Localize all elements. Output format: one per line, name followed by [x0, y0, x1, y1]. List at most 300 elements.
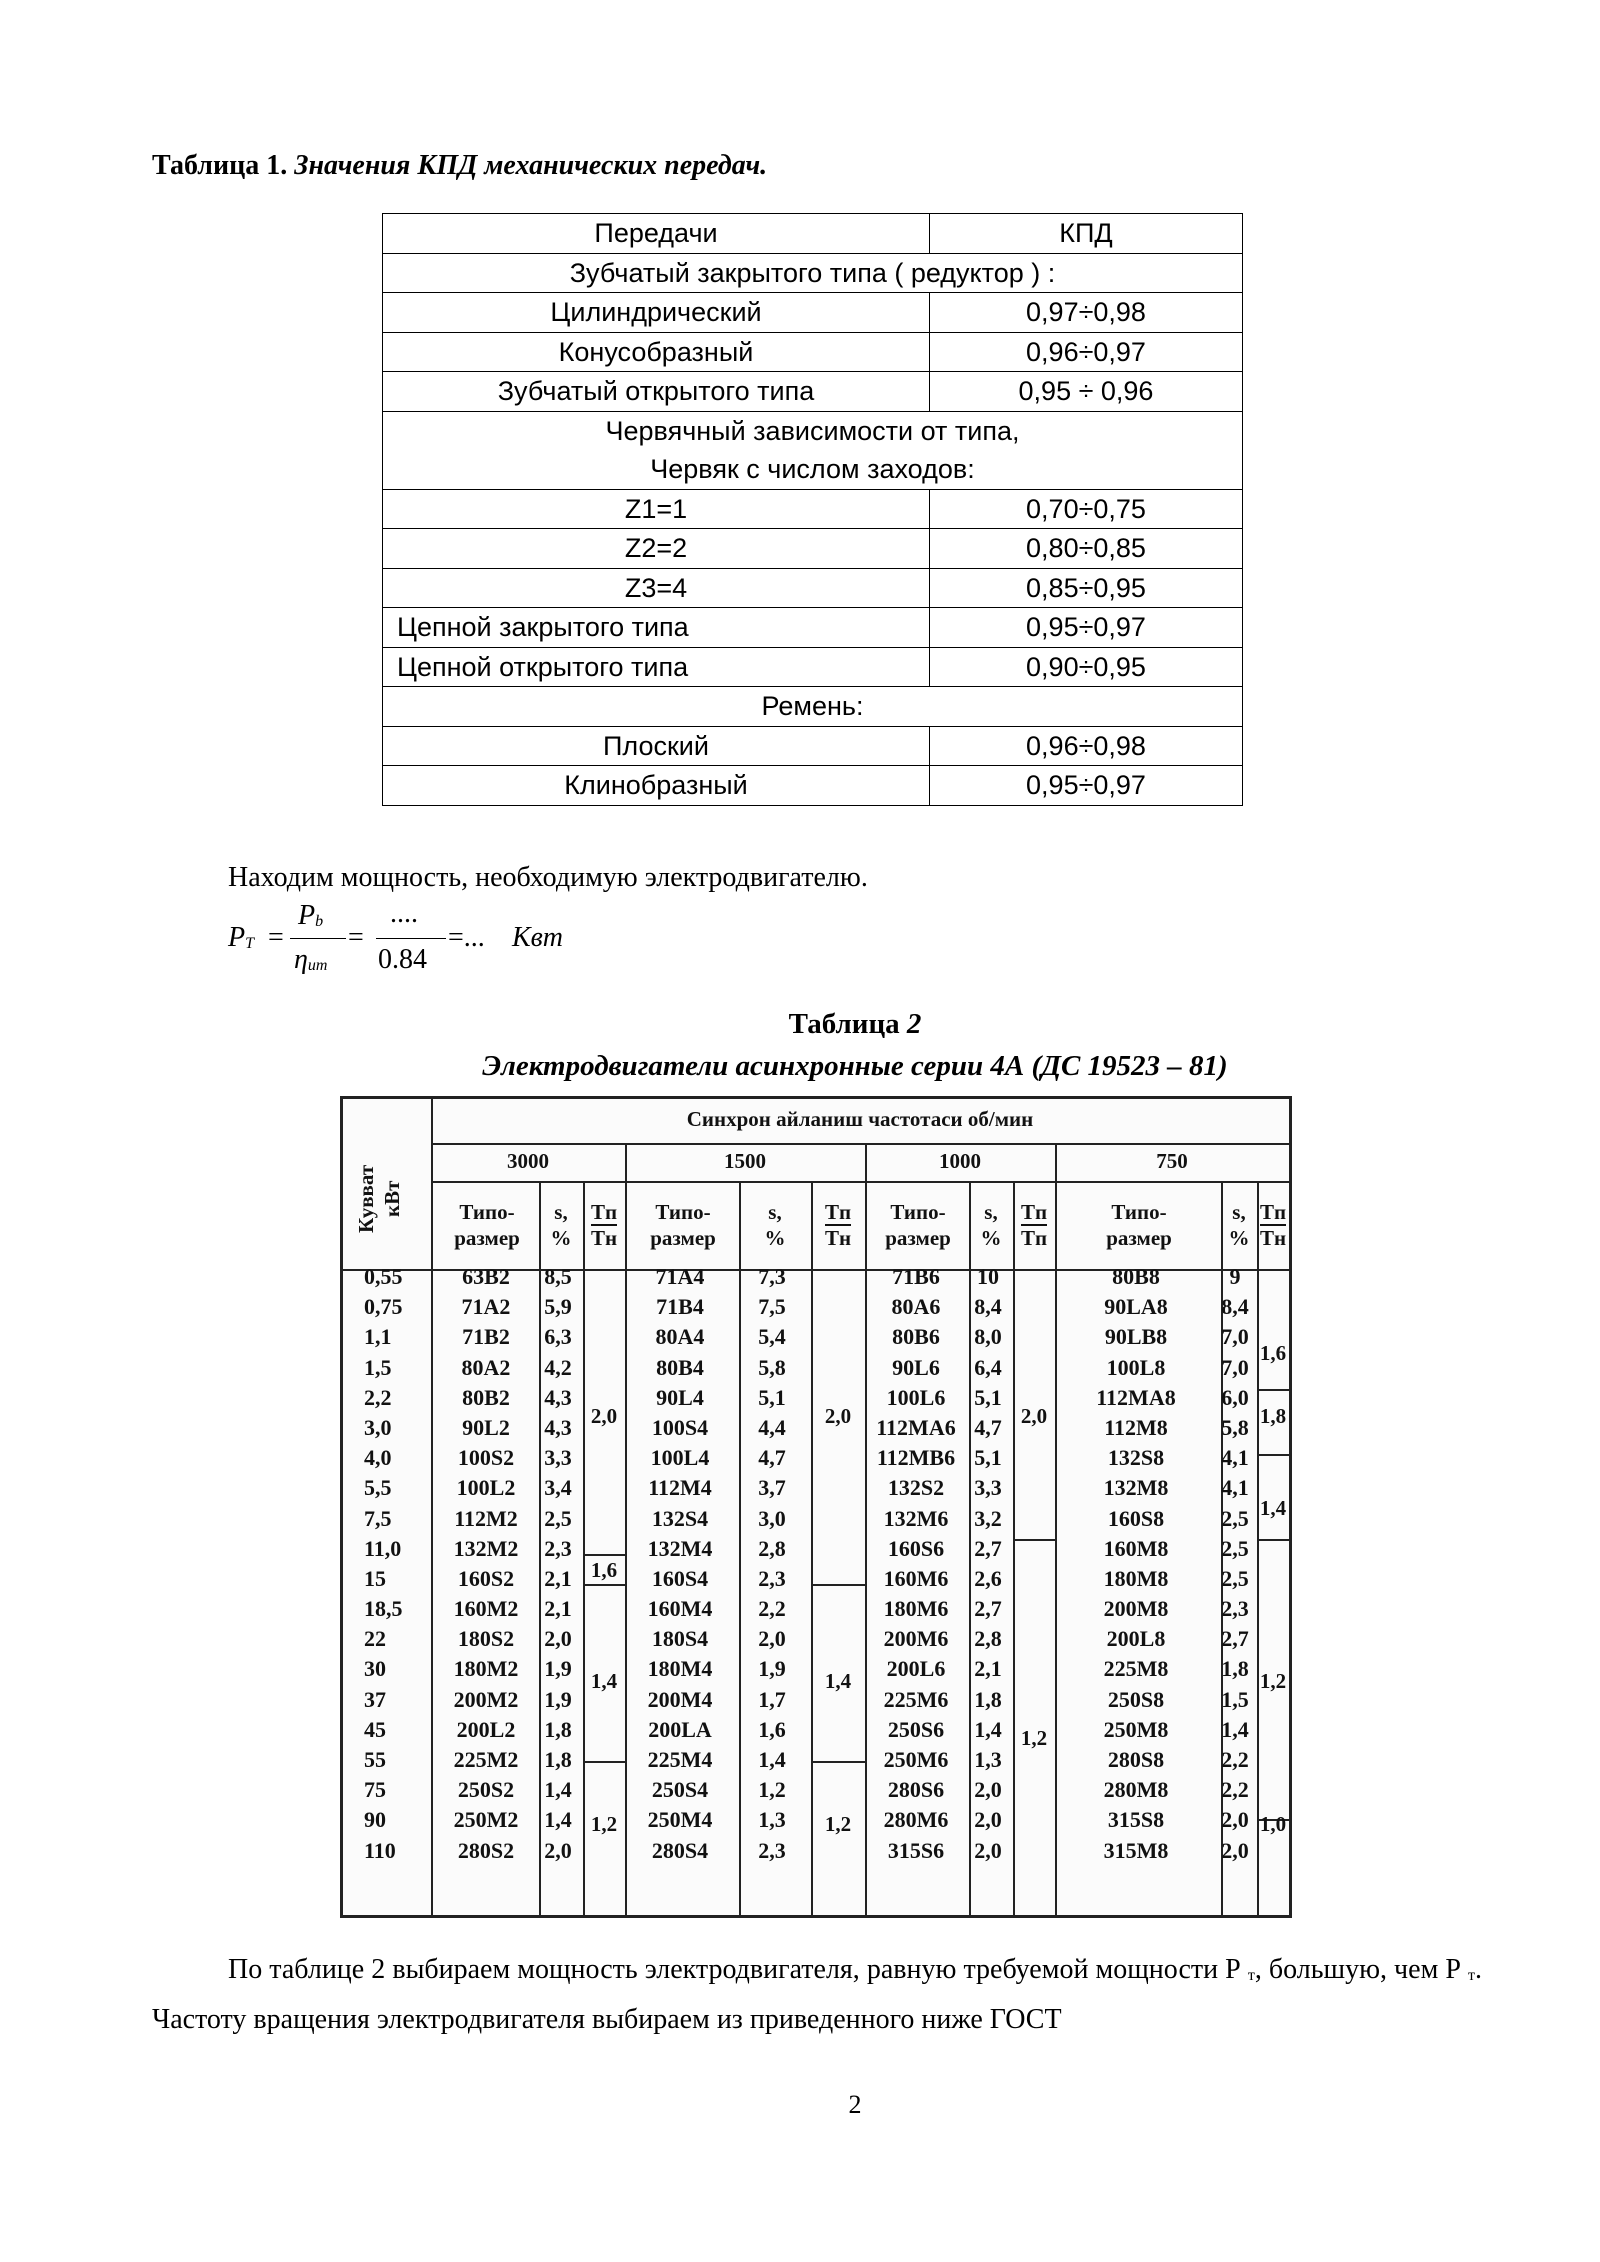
table-section-row: [383, 411, 1243, 489]
table-cell: 71B2: [462, 1324, 510, 1350]
table-cell: 280M6: [883, 1807, 949, 1833]
table-cell: 80B8: [1112, 1264, 1160, 1289]
table2-number: 2: [906, 1008, 922, 1040]
table-cell: 80B6: [892, 1324, 940, 1350]
table-cell: 3,7: [758, 1475, 786, 1501]
header-transmissions: Передачи: [383, 214, 930, 254]
rule: [583, 1554, 625, 1556]
table-cell: 90LB8: [1104, 1324, 1168, 1350]
table-cell: 8,4: [974, 1294, 1002, 1320]
table-row: [383, 568, 1243, 608]
type-header-line-2: размер: [454, 1226, 520, 1250]
table-cell: 2,0: [1221, 1837, 1249, 1863]
transmission-name: Клинобразный: [383, 766, 930, 806]
table-cell: 2,1: [974, 1656, 1002, 1682]
table-cell: 250S4: [651, 1777, 709, 1803]
torque-ratio-value: 1,4: [824, 1669, 852, 1693]
table-cell: 4,3: [544, 1414, 572, 1440]
formula-den-sub: ит: [307, 957, 328, 974]
table-cell: 200M4: [647, 1686, 713, 1712]
table-cell: 2,0: [1221, 1807, 1249, 1833]
table-cell: 100L4: [650, 1445, 710, 1471]
rule: [431, 1099, 433, 1915]
table2-caption-label: [0, 1003, 1600, 1045]
table-cell: 71B6: [892, 1264, 940, 1289]
table-cell: 3,0: [364, 1414, 392, 1440]
type-1000-column: [868, 1262, 964, 1866]
rule: [811, 1181, 813, 1915]
table-cell: 3,2: [974, 1505, 1002, 1531]
table-cell: 4,2: [544, 1354, 572, 1380]
torque-ratio-value: 1,2: [590, 1812, 618, 1836]
torque-ratio-value: 1,4: [1259, 1496, 1287, 1520]
rule: [1257, 1454, 1289, 1456]
torque-ratio-value: 1,6: [1259, 1341, 1287, 1365]
slip-1000-column: [968, 1262, 1008, 1866]
transmission-name: Зубчатый открытого типа: [383, 372, 930, 412]
table-cell: 8,5: [544, 1264, 572, 1289]
table-cell: 225M2: [453, 1747, 519, 1772]
table-cell: 1,8: [544, 1747, 572, 1772]
table-cell: 7,0: [1221, 1324, 1249, 1350]
table-cell: 132M8: [1103, 1475, 1169, 1501]
table-row: [383, 411, 1243, 489]
formula-result: =...: [448, 922, 485, 953]
speed-750: 750: [1156, 1149, 1188, 1173]
fraction-line-1: [290, 938, 346, 939]
table-cell: 5,1: [758, 1384, 786, 1410]
efficiency-value: 0,90÷0,95: [930, 647, 1243, 687]
formula-numerator-2: ....: [390, 898, 418, 929]
torque-tp: Tп: [590, 1200, 618, 1224]
torque-ratio-value: 1,2: [1020, 1726, 1048, 1750]
torque-ratio-value: 2,0: [1020, 1404, 1048, 1428]
efficiency-value: 0,95÷0,97: [930, 766, 1243, 806]
formula-lhs-sub: T: [245, 935, 255, 952]
type-size-header: [869, 1199, 967, 1251]
table-cell: 1,5: [1221, 1686, 1249, 1712]
slip-header: [539, 1199, 583, 1251]
table-cell: 280S8: [1107, 1747, 1165, 1772]
slip-header: [1221, 1199, 1257, 1251]
torque-tn: Tп: [1020, 1226, 1048, 1250]
table-cell: 3,3: [544, 1445, 572, 1471]
table-cell: 37: [364, 1686, 386, 1712]
table-cell: 4,1: [1221, 1475, 1249, 1501]
table-cell: 160M6: [883, 1565, 949, 1591]
rule: [431, 1181, 1289, 1183]
table2-caption: [0, 1003, 1600, 1087]
table-cell: 8,4: [1221, 1294, 1249, 1320]
rule: [583, 1584, 625, 1586]
table-cell: 2,5: [1221, 1535, 1249, 1561]
table-cell: 280S6: [887, 1777, 945, 1803]
transmission-name: Цепной закрытого типа: [383, 608, 930, 648]
section-line-2: Червяк с числом заходов:: [650, 454, 975, 484]
table-cell: 200L2: [456, 1716, 516, 1742]
slip-unit: %: [1228, 1226, 1250, 1250]
table-cell: 112M8: [1104, 1414, 1168, 1440]
table-cell: 250M6: [883, 1747, 949, 1772]
torque-ratio-value: 1,6: [590, 1558, 618, 1582]
sync-speed-header: Синхрон айланиш частотаси об/мин: [686, 1107, 1034, 1131]
torque-tp: Tп: [1020, 1200, 1048, 1224]
table-row: [383, 687, 1243, 727]
table-cell: 2,2: [1221, 1747, 1249, 1772]
formula-unit: Квт: [512, 922, 563, 953]
table-cell: 1,4: [544, 1777, 572, 1803]
type-header-line-1: Типо-: [459, 1200, 515, 1224]
table-cell: 160M8: [1103, 1535, 1169, 1561]
table-cell: 90: [364, 1807, 386, 1833]
power-column: [364, 1262, 424, 1866]
table-cell: 2,3: [544, 1535, 572, 1561]
slip-symbol: s,: [984, 1200, 998, 1224]
table-cell: 1,9: [544, 1656, 572, 1682]
table-cell: 2,0: [974, 1837, 1002, 1863]
table-cell: 100S2: [457, 1445, 515, 1471]
torque-ratio-value: 2,0: [824, 1404, 852, 1428]
table-cell: 180M6: [883, 1596, 949, 1622]
table-cell: 315S8: [1107, 1807, 1165, 1833]
table-cell: 2,5: [1221, 1565, 1249, 1591]
table-cell: 4,1: [1221, 1445, 1249, 1471]
transmission-name: Z2=2: [383, 529, 930, 569]
table-cell: 5,4: [758, 1324, 786, 1350]
table-cell: 112MA6: [876, 1414, 956, 1440]
speed-3000: 3000: [507, 1149, 549, 1173]
table-cell: 100L2: [456, 1475, 516, 1501]
transmission-name: Цепной открытого типа: [383, 647, 930, 687]
page-number: 2: [848, 2090, 862, 2119]
type-header-line-2: размер: [650, 1226, 716, 1250]
table-cell: 2,0: [544, 1837, 572, 1863]
table-cell: 7,5: [758, 1294, 786, 1320]
table-cell: 100L8: [1106, 1354, 1166, 1380]
slip-750-column: [1218, 1262, 1252, 1866]
table-cell: 1,3: [758, 1807, 786, 1833]
efficiency-value: 0,85÷0,95: [930, 568, 1243, 608]
table-cell: 1,8: [974, 1686, 1002, 1712]
table-cell: 8,0: [974, 1324, 1002, 1350]
rule: [1055, 1143, 1057, 1915]
table-cell: 80B2: [462, 1384, 510, 1410]
table-cell: 112M2: [454, 1505, 518, 1531]
table-cell: 2,7: [974, 1535, 1002, 1561]
table-cell: 4,7: [974, 1414, 1002, 1440]
table-cell: 75: [364, 1777, 386, 1803]
rule: [1257, 1539, 1289, 1541]
table-cell: 30: [364, 1656, 386, 1682]
table-cell: 15: [364, 1565, 386, 1591]
table-cell: 225M4: [647, 1747, 713, 1772]
table-cell: 200M8: [1103, 1596, 1169, 1622]
paragraph2-sub2: т: [1468, 1967, 1476, 1984]
table-cell: 250S2: [457, 1777, 515, 1803]
fraction-line-2: [376, 938, 446, 939]
table-cell: 80B4: [656, 1354, 704, 1380]
torque-tn: Tн: [590, 1226, 618, 1250]
table-cell: 280M8: [1103, 1777, 1169, 1803]
slip-unit: %: [764, 1226, 786, 1250]
formula-num-sub: b: [315, 913, 324, 930]
torque-ratio-value: 1,2: [824, 1812, 852, 1836]
torque-tp: Tп: [824, 1200, 852, 1224]
rule: [431, 1143, 1289, 1145]
table-cell: 9: [1229, 1264, 1241, 1289]
paragraph2-part1: По таблице 2 выбираем мощность электродвигателя, равную требуемой мощности Р: [228, 1954, 1241, 1985]
table-cell: 200L6: [886, 1656, 946, 1682]
efficiency-value: 0,96÷0,98: [930, 726, 1243, 766]
table-cell: 1,7: [758, 1686, 786, 1712]
formula-eq-1: =: [268, 922, 284, 953]
type-750-column: [1058, 1262, 1214, 1866]
transmission-name: Z1=1: [383, 489, 930, 529]
torque-tp: Tп: [1259, 1200, 1287, 1224]
paragraph2-sub1: т: [1247, 1967, 1255, 1984]
type-size-header: [1059, 1199, 1219, 1251]
table-cell: 160S2: [457, 1565, 515, 1591]
table2-label: Таблица: [788, 1008, 907, 1040]
type-header-line-1: Типо-: [1111, 1200, 1167, 1224]
table-cell: 2,3: [758, 1837, 786, 1863]
table-cell: 315S6: [887, 1837, 945, 1863]
table-cell: 3,3: [974, 1475, 1002, 1501]
table-cell: 1,1: [364, 1324, 392, 1350]
rule: [1257, 1181, 1259, 1915]
table-cell: 2,1: [544, 1565, 572, 1591]
table-cell: 2,5: [1221, 1505, 1249, 1531]
rule: [1257, 1389, 1289, 1391]
table2-caption-title: Электродвигатели асинхронные серии 4А (ДС 19523 – 81): [482, 1050, 1228, 1082]
table-cell: 180M4: [647, 1656, 713, 1682]
table-cell: 132S2: [887, 1475, 945, 1501]
table-cell: 1,9: [758, 1656, 786, 1682]
table-cell: 11,0: [364, 1535, 402, 1561]
table-cell: 132M2: [453, 1535, 519, 1561]
table-cell: 5,5: [364, 1475, 392, 1501]
type-header-line-2: размер: [885, 1226, 951, 1250]
table-row: [383, 332, 1243, 372]
table-cell: 1,8: [544, 1716, 572, 1742]
rule: [811, 1584, 865, 1586]
table-row: [383, 489, 1243, 529]
table-cell: 18,5: [364, 1596, 403, 1622]
table-cell: 2,1: [544, 1596, 572, 1622]
table-cell: 71B4: [656, 1294, 704, 1320]
table-cell: 250M4: [647, 1807, 713, 1833]
table-cell: 160S6: [887, 1535, 945, 1561]
power-formula: [228, 900, 648, 988]
type-header-line-2: размер: [1106, 1226, 1172, 1250]
table-cell: 200L8: [1106, 1626, 1166, 1652]
table1-caption-title: Значения КПД механических передач.: [294, 150, 768, 181]
table-row: [383, 647, 1243, 687]
table-cell: 250S8: [1107, 1686, 1165, 1712]
table-cell: 112MB6: [876, 1445, 956, 1471]
table-cell: 2,0: [974, 1777, 1002, 1803]
header-efficiency: КПД: [930, 214, 1243, 254]
torque-ratio-value: 1,0: [1259, 1812, 1287, 1836]
table-cell: 3,4: [544, 1475, 572, 1501]
table-cell: 22: [364, 1626, 386, 1652]
slip-unit: %: [550, 1226, 572, 1250]
efficiency-value: 0,96÷0,97: [930, 332, 1243, 372]
table-cell: 7,3: [758, 1264, 786, 1289]
table-cell: 1,4: [544, 1807, 572, 1833]
formula-numerator: [298, 900, 323, 932]
table-cell: 180M8: [1103, 1565, 1169, 1591]
table-cell: 250M2: [453, 1807, 519, 1833]
rule: [1013, 1181, 1015, 1915]
formula-denominator-2: 0.84: [378, 944, 427, 975]
table-cell: 280S2: [457, 1837, 515, 1863]
table-cell: 63B2: [462, 1264, 510, 1289]
table-cell: 90L6: [892, 1354, 940, 1380]
table-cell: 4,0: [364, 1445, 392, 1471]
rule: [583, 1761, 625, 1763]
table-cell: 1,4: [1221, 1716, 1249, 1742]
torque-ratio-value: 1,4: [590, 1669, 618, 1693]
type-size-header: [439, 1199, 535, 1251]
table-cell: 0,55: [364, 1264, 403, 1289]
table-cell: 80A2: [461, 1354, 511, 1380]
formula-num-symbol: P: [298, 900, 316, 931]
slip-3000-column: [538, 1262, 578, 1866]
table-cell: 250M8: [1103, 1716, 1169, 1742]
table-cell: 200M2: [453, 1686, 519, 1712]
table-cell: 4,4: [758, 1414, 786, 1440]
table-cell: 7,0: [1221, 1354, 1249, 1380]
table-cell: 71A2: [461, 1294, 511, 1320]
section-line-1: Червячный зависимости от типа,: [605, 416, 1020, 446]
table-cell: 180S4: [651, 1626, 709, 1652]
table-cell: 1,2: [758, 1777, 786, 1803]
table-cell: 200M6: [883, 1626, 949, 1652]
table-cell: 0,75: [364, 1294, 403, 1320]
table-cell: 5,8: [758, 1354, 786, 1380]
table-cell: 6,3: [544, 1324, 572, 1350]
table-cell: 1,8: [1221, 1656, 1249, 1682]
efficiency-value: 0,97÷0,98: [930, 293, 1243, 333]
slip-header: [969, 1199, 1013, 1251]
table-cell: 2,2: [758, 1596, 786, 1622]
speed-1500: 1500: [724, 1149, 766, 1173]
table-cell: 2,6: [974, 1565, 1002, 1591]
speed-1000: 1000: [939, 1149, 981, 1173]
table-cell: 45: [364, 1716, 386, 1742]
table-cell: 100L6: [886, 1384, 946, 1410]
efficiency-value: 0,70÷0,75: [930, 489, 1243, 529]
torque-ratio-header: [583, 1199, 625, 1251]
table-row: [383, 726, 1243, 766]
type-1500-column: [628, 1262, 732, 1866]
table-cell: 3,0: [758, 1505, 786, 1531]
table-cell: 80A6: [891, 1294, 941, 1320]
transmission-name: Конусобразный: [383, 332, 930, 372]
type-header-line-1: Типо-: [655, 1200, 711, 1224]
rule: [865, 1143, 867, 1915]
table-cell: 2,3: [1221, 1596, 1249, 1622]
efficiency-value: 0,95 ÷ 0,96: [930, 372, 1243, 412]
table1-caption: [152, 150, 767, 182]
table-cell: 90L2: [462, 1414, 510, 1440]
table-cell: 90L4: [656, 1384, 704, 1410]
table-cell: 6,4: [974, 1354, 1002, 1380]
table-cell: 110: [364, 1837, 396, 1863]
table1-caption-label: Таблица 1.: [152, 150, 288, 181]
slip-symbol: s,: [554, 1200, 568, 1224]
table-row: [383, 529, 1243, 569]
table-cell: 2,7: [1221, 1626, 1249, 1652]
table-section-row: Ремень:: [383, 687, 1243, 727]
rule: [625, 1143, 627, 1915]
table-cell: 1,4: [758, 1747, 786, 1772]
table-cell: 7,5: [364, 1505, 392, 1531]
table-cell: 5,9: [544, 1294, 572, 1320]
table-cell: 2,8: [758, 1535, 786, 1561]
transmission-name: Плоский: [383, 726, 930, 766]
table-cell: 225M6: [883, 1686, 949, 1712]
table-row: [383, 253, 1243, 293]
table-cell: 1,5: [364, 1354, 392, 1380]
table-cell: 112MA8: [1096, 1384, 1176, 1410]
formula-denominator: [294, 944, 327, 976]
table-section-row: Зубчатый закрытого типа ( редуктор ) :: [383, 253, 1243, 293]
table-cell: 315M8: [1103, 1837, 1169, 1863]
formula-eq-2: =: [348, 922, 364, 953]
table-cell: 2,5: [544, 1505, 572, 1531]
slip-header: [739, 1199, 811, 1251]
table-cell: 71A4: [655, 1264, 705, 1289]
table-cell: 4,7: [758, 1445, 786, 1471]
formula-den-symbol: η: [294, 944, 308, 975]
table-cell: 5,8: [1221, 1414, 1249, 1440]
efficiency-table: [382, 213, 1243, 806]
table-row: [383, 608, 1243, 648]
torque-ratio-header: [1257, 1199, 1289, 1251]
torque-ratio-header: [1013, 1199, 1055, 1251]
table-cell: 160M2: [453, 1596, 519, 1622]
type-size-header: [629, 1199, 737, 1251]
table-cell: 1,6: [758, 1716, 786, 1742]
table-cell: 2,7: [974, 1596, 1002, 1622]
rule: [1013, 1539, 1055, 1541]
power-paragraph: Находим мощность, необходимую электродвигателю.: [228, 862, 868, 893]
table-cell: 4,3: [544, 1384, 572, 1410]
table-cell: 80A4: [655, 1324, 705, 1350]
table-cell: 280S4: [651, 1837, 709, 1863]
slip-unit: %: [980, 1226, 1002, 1250]
power-header-line-2: кВт: [380, 1180, 404, 1218]
slip-symbol: s,: [768, 1200, 782, 1224]
slip-symbol: s,: [1232, 1200, 1246, 1224]
efficiency-value: 0,80÷0,85: [930, 529, 1243, 569]
transmission-name: Цилиндрический: [383, 293, 930, 333]
table-row: [383, 293, 1243, 333]
table-cell: 2,3: [758, 1565, 786, 1591]
table-cell: 180S2: [457, 1626, 515, 1652]
torque-ratio-value: 2,0: [590, 1404, 618, 1428]
table-cell: 2,0: [544, 1626, 572, 1652]
table-cell: 6,0: [1221, 1384, 1249, 1410]
table-cell: 132S8: [1107, 1445, 1165, 1471]
table-header-row: [383, 214, 1243, 254]
table-cell: 10: [977, 1264, 999, 1289]
table-cell: 250S6: [887, 1716, 945, 1742]
power-header: [353, 1139, 413, 1259]
table-cell: 132S4: [651, 1505, 709, 1531]
